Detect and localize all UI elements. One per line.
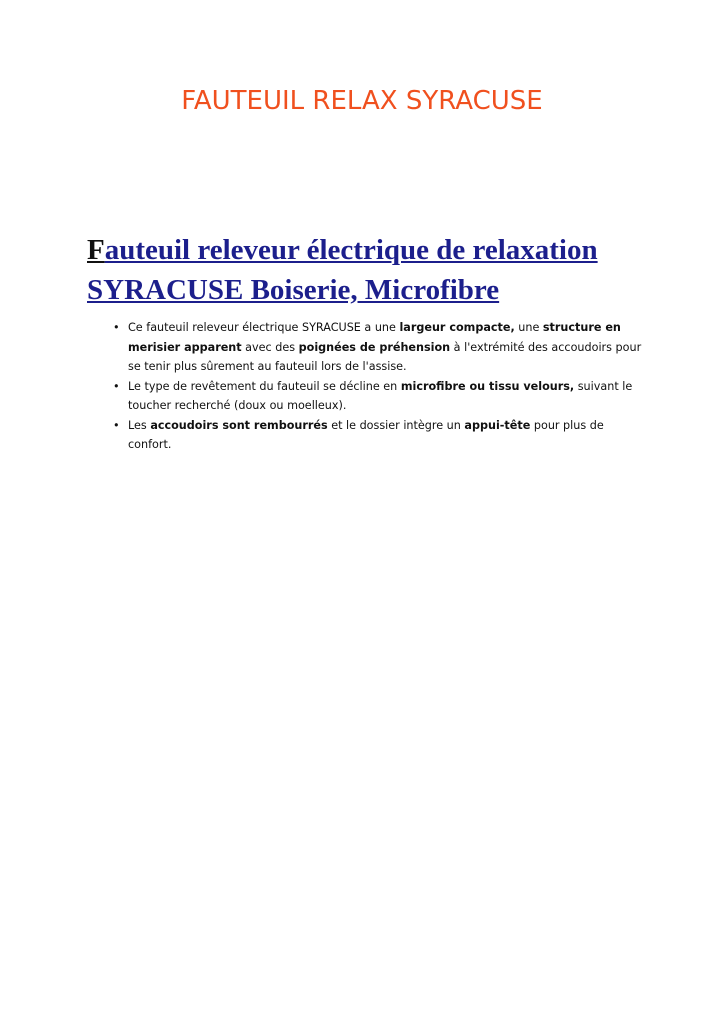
list-text: et le dossier intègre un bbox=[327, 418, 465, 432]
heading-line-1: auteuil releveur électrique de relaxation bbox=[104, 234, 598, 266]
list-text: pour plus de confort. bbox=[128, 418, 604, 451]
list-text: à l'extrémité des accoudoirs pour se tenir plus sûrement au fauteuil lors de l'assise. bbox=[128, 340, 642, 373]
list-bold-text: accoudoirs sont rembourrés bbox=[150, 418, 328, 432]
bullet-icon: • bbox=[113, 379, 120, 393]
feature-list bbox=[110, 318, 650, 455]
list-bold-text: microfibre ou tissu velours, bbox=[400, 379, 575, 393]
list-item bbox=[110, 318, 650, 377]
heading-line-2: SYRACUSE Boiserie, Microfibre bbox=[87, 274, 500, 306]
bullet-icon: • bbox=[113, 418, 120, 432]
list-bold-text: appui-tête bbox=[464, 418, 531, 432]
list-item bbox=[110, 416, 650, 455]
document-title: FAUTEUIL RELAX SYRACUSE bbox=[181, 86, 543, 116]
list-text: Les bbox=[128, 418, 151, 432]
list-bold-text: largeur compacte, bbox=[399, 321, 515, 334]
list-text: Le type de revêtement du fauteuil se décline en bbox=[128, 379, 401, 393]
list-text: avec des bbox=[241, 340, 299, 354]
list-item bbox=[110, 377, 650, 416]
list-text: Ce fauteuil releveur électrique SYRACUSE a une bbox=[128, 321, 400, 334]
product-heading bbox=[87, 230, 687, 310]
list-bold-text: structure en merisier apparent bbox=[128, 321, 621, 354]
heading-first-letter: F bbox=[87, 234, 105, 266]
list-text: une bbox=[514, 321, 543, 334]
list-text: suivant le toucher recherché (doux ou moelleux). bbox=[128, 379, 633, 412]
list-bold-text: poignées de préhension bbox=[298, 340, 451, 354]
bullet-icon: • bbox=[113, 321, 120, 334]
